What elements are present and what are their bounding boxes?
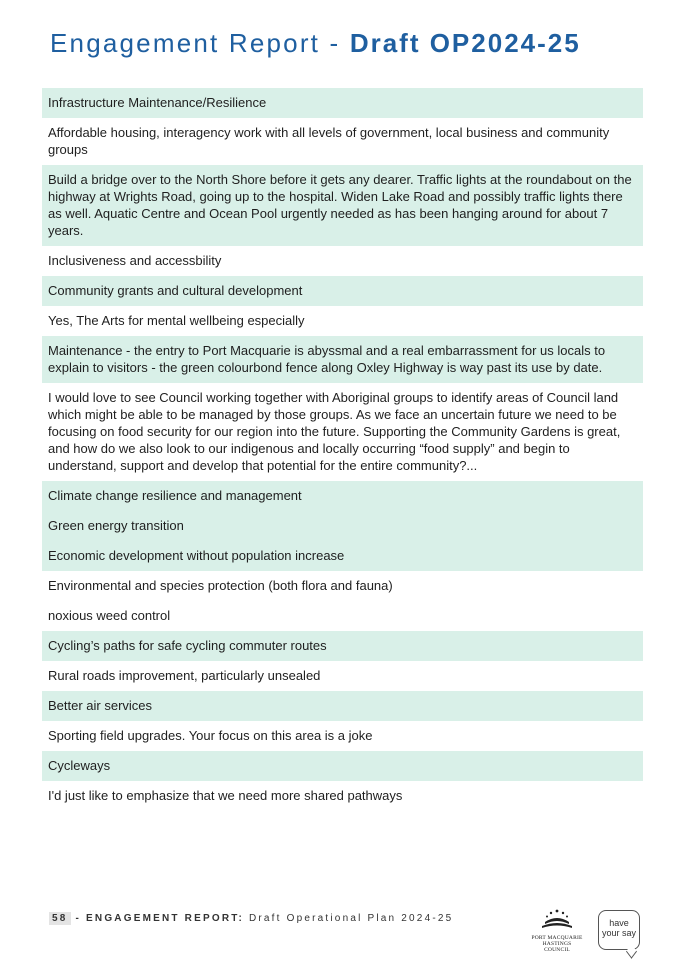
response-row: Economic development without population increase: [42, 541, 643, 571]
response-row: Affordable housing, interagency work with all levels of government, local business and community groups: [48, 125, 610, 157]
footer-report-name: Draft Operational Plan 2024-25: [243, 913, 454, 924]
footer: [49, 913, 453, 924]
response-row: Sporting field upgrades. Your focus on this area is a joke: [48, 728, 373, 743]
have-your-say-line2: your say: [601, 928, 636, 938]
response-row: Environmental and species protection (both flora and fauna): [48, 578, 393, 593]
response-row: Inclusiveness and accessbility: [48, 253, 222, 268]
response-row: Infrastructure Maintenance/Resilience: [42, 88, 643, 118]
response-row: I would love to see Council working together with Aboriginal groups to identify areas of Council land which might be able to be managed by those groups. As we face an uncertain future we need to be focusing on food security for our region into the future. Supporting the Community Gardens is great, and how do we also look to our indigenous and locally occurring “food supply” and begin to understand, support and develop that potential for the entire community?...: [48, 390, 621, 473]
response-row: Maintenance - the entry to Port Macquarie is abyssmal and a real embarrassment for us locals to explain to visitors - the green colourbond fence along Oxley Highway is way past its use by date.: [42, 336, 643, 383]
speech-bubble-tail-icon: [626, 944, 637, 959]
footer-separator: -: [70, 913, 87, 924]
response-row: Build a bridge over to the North Shore before it gets any dearer. Traffic lights at the roundabout on the highway at Wrights Road, going up to the hospital. Widen Lake Road and possibly traffic lights there as well. Aquatic Centre and Ocean Pool urgently needed as has been hanging around for about 7 years.: [42, 165, 643, 246]
page-number: 58: [49, 912, 71, 925]
response-row: Climate change resilience and management: [42, 481, 643, 511]
council-emblem-icon: [539, 908, 575, 930]
council-logo: [531, 908, 583, 953]
council-name-line2: HASTINGS COUNCIL: [542, 941, 572, 953]
response-row: Rural roads improvement, particularly unsealed: [48, 668, 321, 683]
page-title: [50, 28, 581, 59]
have-your-say-line1: have: [609, 918, 629, 928]
response-row: I'd just like to emphasize that we need more shared pathways: [48, 788, 403, 803]
council-name-line1: PORT MACQUARIE: [531, 935, 583, 941]
response-row: Yes, The Arts for mental wellbeing especially: [48, 313, 305, 328]
title-prefix: Engagement Report -: [50, 28, 350, 58]
response-row: Better air services: [42, 691, 643, 721]
responses-list: [42, 88, 643, 811]
response-row: noxious weed control: [48, 608, 171, 623]
response-row: Green energy transition: [42, 511, 643, 541]
footer-report-label: ENGAGEMENT REPORT:: [86, 913, 244, 924]
title-bold: Draft OP2024-25: [349, 28, 581, 58]
response-row: Community grants and cultural development: [42, 276, 643, 306]
response-row: Cycleways: [42, 751, 643, 781]
response-row: Cycling’s paths for safe cycling commuter routes: [42, 631, 643, 661]
have-your-say-logo: [598, 910, 640, 950]
